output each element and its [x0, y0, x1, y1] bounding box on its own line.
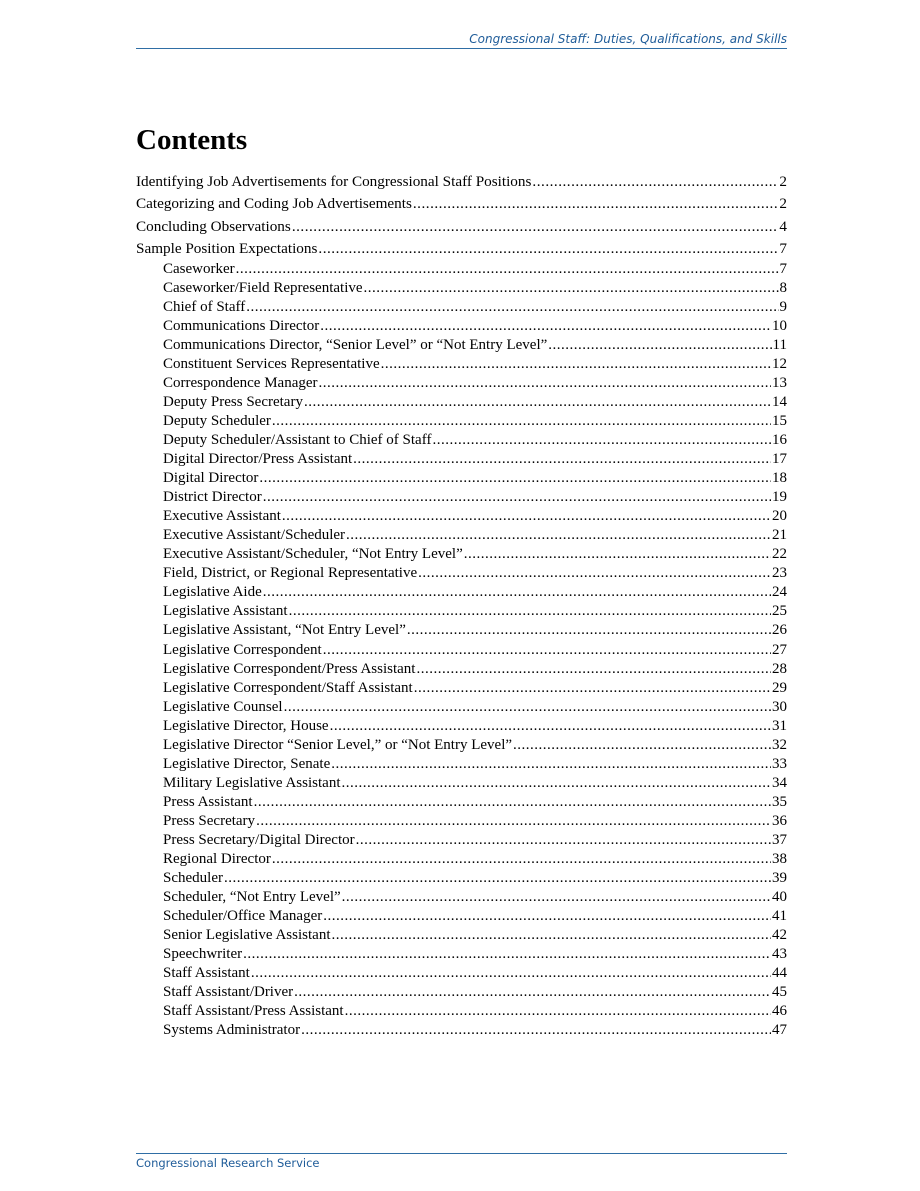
- toc-subsection-entry[interactable]: [136, 775, 787, 794]
- toc-entry-title: Military Legislative Assistant: [163, 774, 341, 791]
- toc-entry-page-number: 35: [772, 793, 787, 810]
- toc-dot-leader: [330, 718, 771, 735]
- toc-entry-page-number: 38: [772, 850, 787, 867]
- toc-entry-title: Senior Legislative Assistant: [163, 926, 331, 943]
- toc-entry-title: Concluding Observations: [136, 217, 291, 235]
- toc-entry-title: Executive Assistant/Scheduler, “Not Entry Level”: [163, 546, 463, 563]
- toc-dot-leader: [263, 584, 771, 601]
- toc-entry-page-number: 37: [772, 831, 787, 848]
- toc-entry-page-number: 18: [772, 470, 787, 487]
- toc-subsection-entry[interactable]: [136, 908, 787, 927]
- toc-dot-leader: [364, 280, 779, 297]
- toc-subsection-entry[interactable]: [136, 318, 787, 337]
- toc-subsection-entry[interactable]: [136, 375, 787, 394]
- toc-entry-page-number: 45: [772, 983, 787, 1000]
- toc-subsection-entry[interactable]: [136, 946, 787, 965]
- toc-dot-leader: [246, 299, 778, 316]
- toc-dot-leader: [263, 489, 771, 506]
- toc-entry-page-number: 22: [772, 546, 787, 563]
- toc-entry-page-number: 33: [772, 755, 787, 772]
- toc-subsection-entry[interactable]: [136, 1022, 787, 1041]
- toc-entry-title: Regional Director: [163, 850, 271, 867]
- running-footer: [136, 1153, 787, 1170]
- toc-entry-title: Deputy Scheduler/Assistant to Chief of Staff: [163, 432, 432, 449]
- toc-subsection-entry[interactable]: [136, 642, 787, 661]
- toc-entry-title: Identifying Job Advertisements for Congressional Staff Positions: [136, 173, 532, 190]
- toc-entry-page-number: 47: [772, 1021, 787, 1038]
- toc-entry-title: Communications Director, “Senior Level” or “Not Entry Level”: [163, 337, 548, 354]
- toc-entry-page-number: 12: [772, 356, 787, 373]
- toc-entry-page-number: 11: [772, 337, 787, 354]
- toc-dot-leader: [254, 794, 771, 811]
- toc-entry-page-number: 16: [772, 432, 787, 449]
- toc-dot-leader: [331, 756, 771, 773]
- toc-dot-leader: [323, 642, 771, 659]
- toc-subsection-entry[interactable]: [136, 432, 787, 451]
- toc-entry-page-number: 15: [772, 413, 787, 430]
- toc-entry-title: Legislative Counsel: [163, 698, 283, 715]
- toc-subsection-entry[interactable]: [136, 965, 787, 984]
- toc-dot-leader: [513, 737, 771, 754]
- toc-entry-page-number: 8: [779, 280, 787, 297]
- toc-entry-page-number: 13: [772, 375, 787, 392]
- toc-dot-leader: [320, 318, 771, 335]
- toc-entry-title: Deputy Scheduler: [163, 413, 271, 430]
- toc-entry-page-number: 30: [772, 698, 787, 715]
- toc-subsection-entry[interactable]: [136, 261, 787, 280]
- toc-dot-leader: [416, 661, 771, 678]
- toc-subsection-entry[interactable]: [136, 394, 787, 413]
- toc-dot-leader: [256, 813, 771, 830]
- toc-subsection-entry[interactable]: [136, 622, 787, 641]
- toc-subsection-entry[interactable]: [136, 565, 787, 584]
- toc-entry-title: Categorizing and Coding Job Advertisements: [136, 195, 412, 213]
- toc-subsection-entry[interactable]: [136, 889, 787, 908]
- toc-entry-page-number: 2: [779, 195, 787, 213]
- toc-dot-leader: [548, 337, 771, 354]
- toc-subsection-entry[interactable]: [136, 603, 787, 622]
- toc-entry-page-number: 29: [772, 679, 787, 696]
- toc-entry-page-number: 24: [772, 584, 787, 601]
- toc-subsection-entry[interactable]: [136, 584, 787, 603]
- toc-dot-leader: [432, 432, 771, 449]
- toc-dot-leader: [304, 394, 771, 411]
- toc-entry-page-number: 26: [772, 622, 787, 639]
- toc-dot-leader: [272, 413, 771, 430]
- toc-subsection-entry[interactable]: [136, 546, 787, 565]
- toc-dot-leader: [301, 1022, 771, 1039]
- toc-entry-page-number: 23: [772, 565, 787, 582]
- toc-entry-page-number: 44: [772, 964, 787, 981]
- toc-entry-page-number: 34: [772, 774, 787, 791]
- toc-dot-leader: [282, 508, 771, 525]
- toc-entry-title: Scheduler, “Not Entry Level”: [163, 888, 341, 905]
- toc-subsection-entry[interactable]: [136, 413, 787, 432]
- toc-subsection-entry[interactable]: [136, 356, 787, 375]
- toc-entry-title: Staff Assistant/Driver: [163, 983, 294, 1000]
- toc-dot-leader: [464, 546, 771, 563]
- toc-subsection-entry[interactable]: [136, 527, 787, 546]
- toc-dot-leader: [381, 356, 771, 373]
- toc-dot-leader: [346, 527, 771, 544]
- toc-dot-leader: [224, 870, 771, 887]
- running-header: [136, 32, 787, 49]
- toc-entry-title: Communications Director: [163, 318, 320, 335]
- toc-subsection-entry[interactable]: [136, 680, 787, 699]
- toc-entry-page-number: 14: [772, 394, 787, 411]
- toc-dot-leader: [318, 240, 778, 258]
- toc-entry-page-number: 21: [772, 527, 787, 544]
- toc-entry-title: Speechwriter: [163, 945, 243, 962]
- toc-subsection-entry[interactable]: [136, 299, 787, 318]
- toc-dot-leader: [532, 173, 778, 191]
- toc-subsection-entry[interactable]: [136, 280, 787, 299]
- toc-entry-title: District Director: [163, 489, 262, 506]
- table-of-contents: [136, 173, 787, 1041]
- toc-entry-page-number: 7: [779, 261, 787, 278]
- toc-dot-leader: [284, 699, 771, 716]
- toc-entry-page-number: 32: [772, 736, 787, 753]
- running-header-title: Congressional Staff: Duties, Qualifications, and Skills: [469, 32, 787, 46]
- toc-entry-title: Constituent Services Representative: [163, 356, 380, 373]
- toc-entry-page-number: 7: [779, 239, 787, 257]
- toc-entry-page-number: 42: [772, 926, 787, 943]
- toc-entry-title: Press Secretary: [163, 812, 256, 829]
- toc-subsection-entry[interactable]: [136, 699, 787, 718]
- toc-entry-page-number: 31: [772, 717, 787, 734]
- toc-subsection-entry[interactable]: [136, 661, 787, 680]
- toc-entry-page-number: 4: [779, 217, 787, 235]
- toc-subsection-entry[interactable]: [136, 984, 787, 1003]
- toc-dot-leader: [243, 946, 771, 963]
- toc-section-entry[interactable]: [136, 240, 787, 262]
- toc-dot-leader: [418, 565, 771, 582]
- toc-dot-leader: [345, 1003, 771, 1020]
- toc-dot-leader: [251, 965, 771, 982]
- toc-dot-leader: [413, 195, 779, 213]
- toc-dot-leader: [414, 680, 771, 697]
- toc-entry-page-number: 19: [772, 489, 787, 506]
- toc-dot-leader: [353, 451, 771, 468]
- toc-dot-leader: [272, 851, 771, 868]
- toc-entry-page-number: 25: [772, 603, 787, 620]
- toc-entry-title: Legislative Director, Senate: [163, 755, 331, 772]
- toc-entry-page-number: 46: [772, 1002, 787, 1019]
- toc-entry-title: Caseworker: [163, 261, 235, 278]
- toc-subsection-entry[interactable]: [136, 508, 787, 527]
- toc-entry-title: Field, District, or Regional Representative: [163, 565, 418, 582]
- toc-section-entry[interactable]: [136, 218, 787, 240]
- toc-entry-page-number: 2: [779, 173, 787, 190]
- toc-entry-title: Digital Director/Press Assistant: [163, 451, 353, 468]
- toc-entry-title: Legislative Aide: [163, 584, 262, 601]
- toc-subsection-entry[interactable]: [136, 451, 787, 470]
- toc-dot-leader: [341, 775, 771, 792]
- toc-subsection-entry[interactable]: [136, 756, 787, 775]
- toc-dot-leader: [236, 261, 779, 278]
- toc-entry-title: Legislative Correspondent: [163, 641, 322, 658]
- toc-entry-title: Press Assistant: [163, 793, 253, 810]
- toc-subsection-entry[interactable]: [136, 870, 787, 889]
- toc-entry-title: Executive Assistant/Scheduler: [163, 527, 346, 544]
- toc-entry-title: Press Secretary/Digital Director: [163, 831, 355, 848]
- toc-entry-title: Legislative Correspondent/Staff Assistant: [163, 679, 413, 696]
- toc-dot-leader: [259, 470, 771, 487]
- toc-section-entry[interactable]: [136, 195, 787, 217]
- toc-dot-leader: [294, 984, 771, 1001]
- toc-entry-page-number: 36: [772, 812, 787, 829]
- toc-subsection-entry[interactable]: [136, 851, 787, 870]
- toc-subsection-entry[interactable]: [136, 794, 787, 813]
- toc-dot-leader: [342, 889, 771, 906]
- toc-entry-page-number: 27: [772, 641, 787, 658]
- toc-entry-page-number: 10: [772, 318, 787, 335]
- toc-entry-title: Systems Administrator: [163, 1021, 301, 1038]
- toc-subsection-entry[interactable]: [136, 737, 787, 756]
- toc-entry-title: Legislative Correspondent/Press Assistant: [163, 660, 416, 677]
- toc-dot-leader: [356, 832, 771, 849]
- toc-subsection-entry[interactable]: [136, 927, 787, 946]
- toc-entry-title: Correspondence Manager: [163, 375, 318, 392]
- toc-entry-page-number: 17: [772, 451, 787, 468]
- toc-entry-title: Staff Assistant: [163, 964, 250, 981]
- toc-entry-page-number: 40: [772, 888, 787, 905]
- toc-entry-page-number: 39: [772, 869, 787, 886]
- toc-entry-title: Legislative Assistant, “Not Entry Level”: [163, 622, 406, 639]
- toc-entry-page-number: 43: [772, 945, 787, 962]
- page-title: Contents: [136, 124, 248, 156]
- toc-entry-title: Legislative Director, House: [163, 717, 329, 734]
- toc-entry-title: Chief of Staff: [163, 299, 246, 316]
- toc-entry-page-number: 20: [772, 508, 787, 525]
- toc-entry-title: Scheduler/Office Manager: [163, 907, 323, 924]
- toc-dot-leader: [331, 927, 771, 944]
- toc-subsection-entry[interactable]: [136, 1003, 787, 1022]
- toc-entry-page-number: 9: [779, 299, 787, 316]
- toc-entry-title: Scheduler: [163, 869, 223, 886]
- toc-entry-page-number: 41: [772, 907, 787, 924]
- toc-dot-leader: [407, 622, 771, 639]
- toc-entry-page-number: 28: [772, 660, 787, 677]
- toc-dot-leader: [319, 375, 771, 392]
- toc-entry-title: Legislative Director “Senior Level,” or “Not Entry Level”: [163, 736, 513, 753]
- toc-entry-title: Deputy Press Secretary: [163, 394, 303, 411]
- toc-subsection-entry[interactable]: [136, 337, 787, 356]
- toc-subsection-entry[interactable]: [136, 718, 787, 737]
- toc-entry-title: Digital Director: [163, 470, 259, 487]
- toc-dot-leader: [323, 908, 771, 925]
- toc-section-entry[interactable]: [136, 173, 787, 195]
- toc-entry-title: Legislative Assistant: [163, 603, 288, 620]
- toc-entry-title: Sample Position Expectations: [136, 239, 318, 257]
- footer-source: Congressional Research Service: [136, 1156, 320, 1170]
- toc-dot-leader: [289, 603, 771, 620]
- toc-subsection-entry[interactable]: [136, 489, 787, 508]
- toc-subsection-entry[interactable]: [136, 832, 787, 851]
- toc-entry-title: Executive Assistant: [163, 508, 281, 525]
- toc-subsection-entry[interactable]: [136, 470, 787, 489]
- toc-subsection-entry[interactable]: [136, 813, 787, 832]
- toc-dot-leader: [292, 218, 779, 236]
- toc-entry-title: Staff Assistant/Press Assistant: [163, 1002, 344, 1019]
- toc-entry-title: Caseworker/Field Representative: [163, 280, 363, 297]
